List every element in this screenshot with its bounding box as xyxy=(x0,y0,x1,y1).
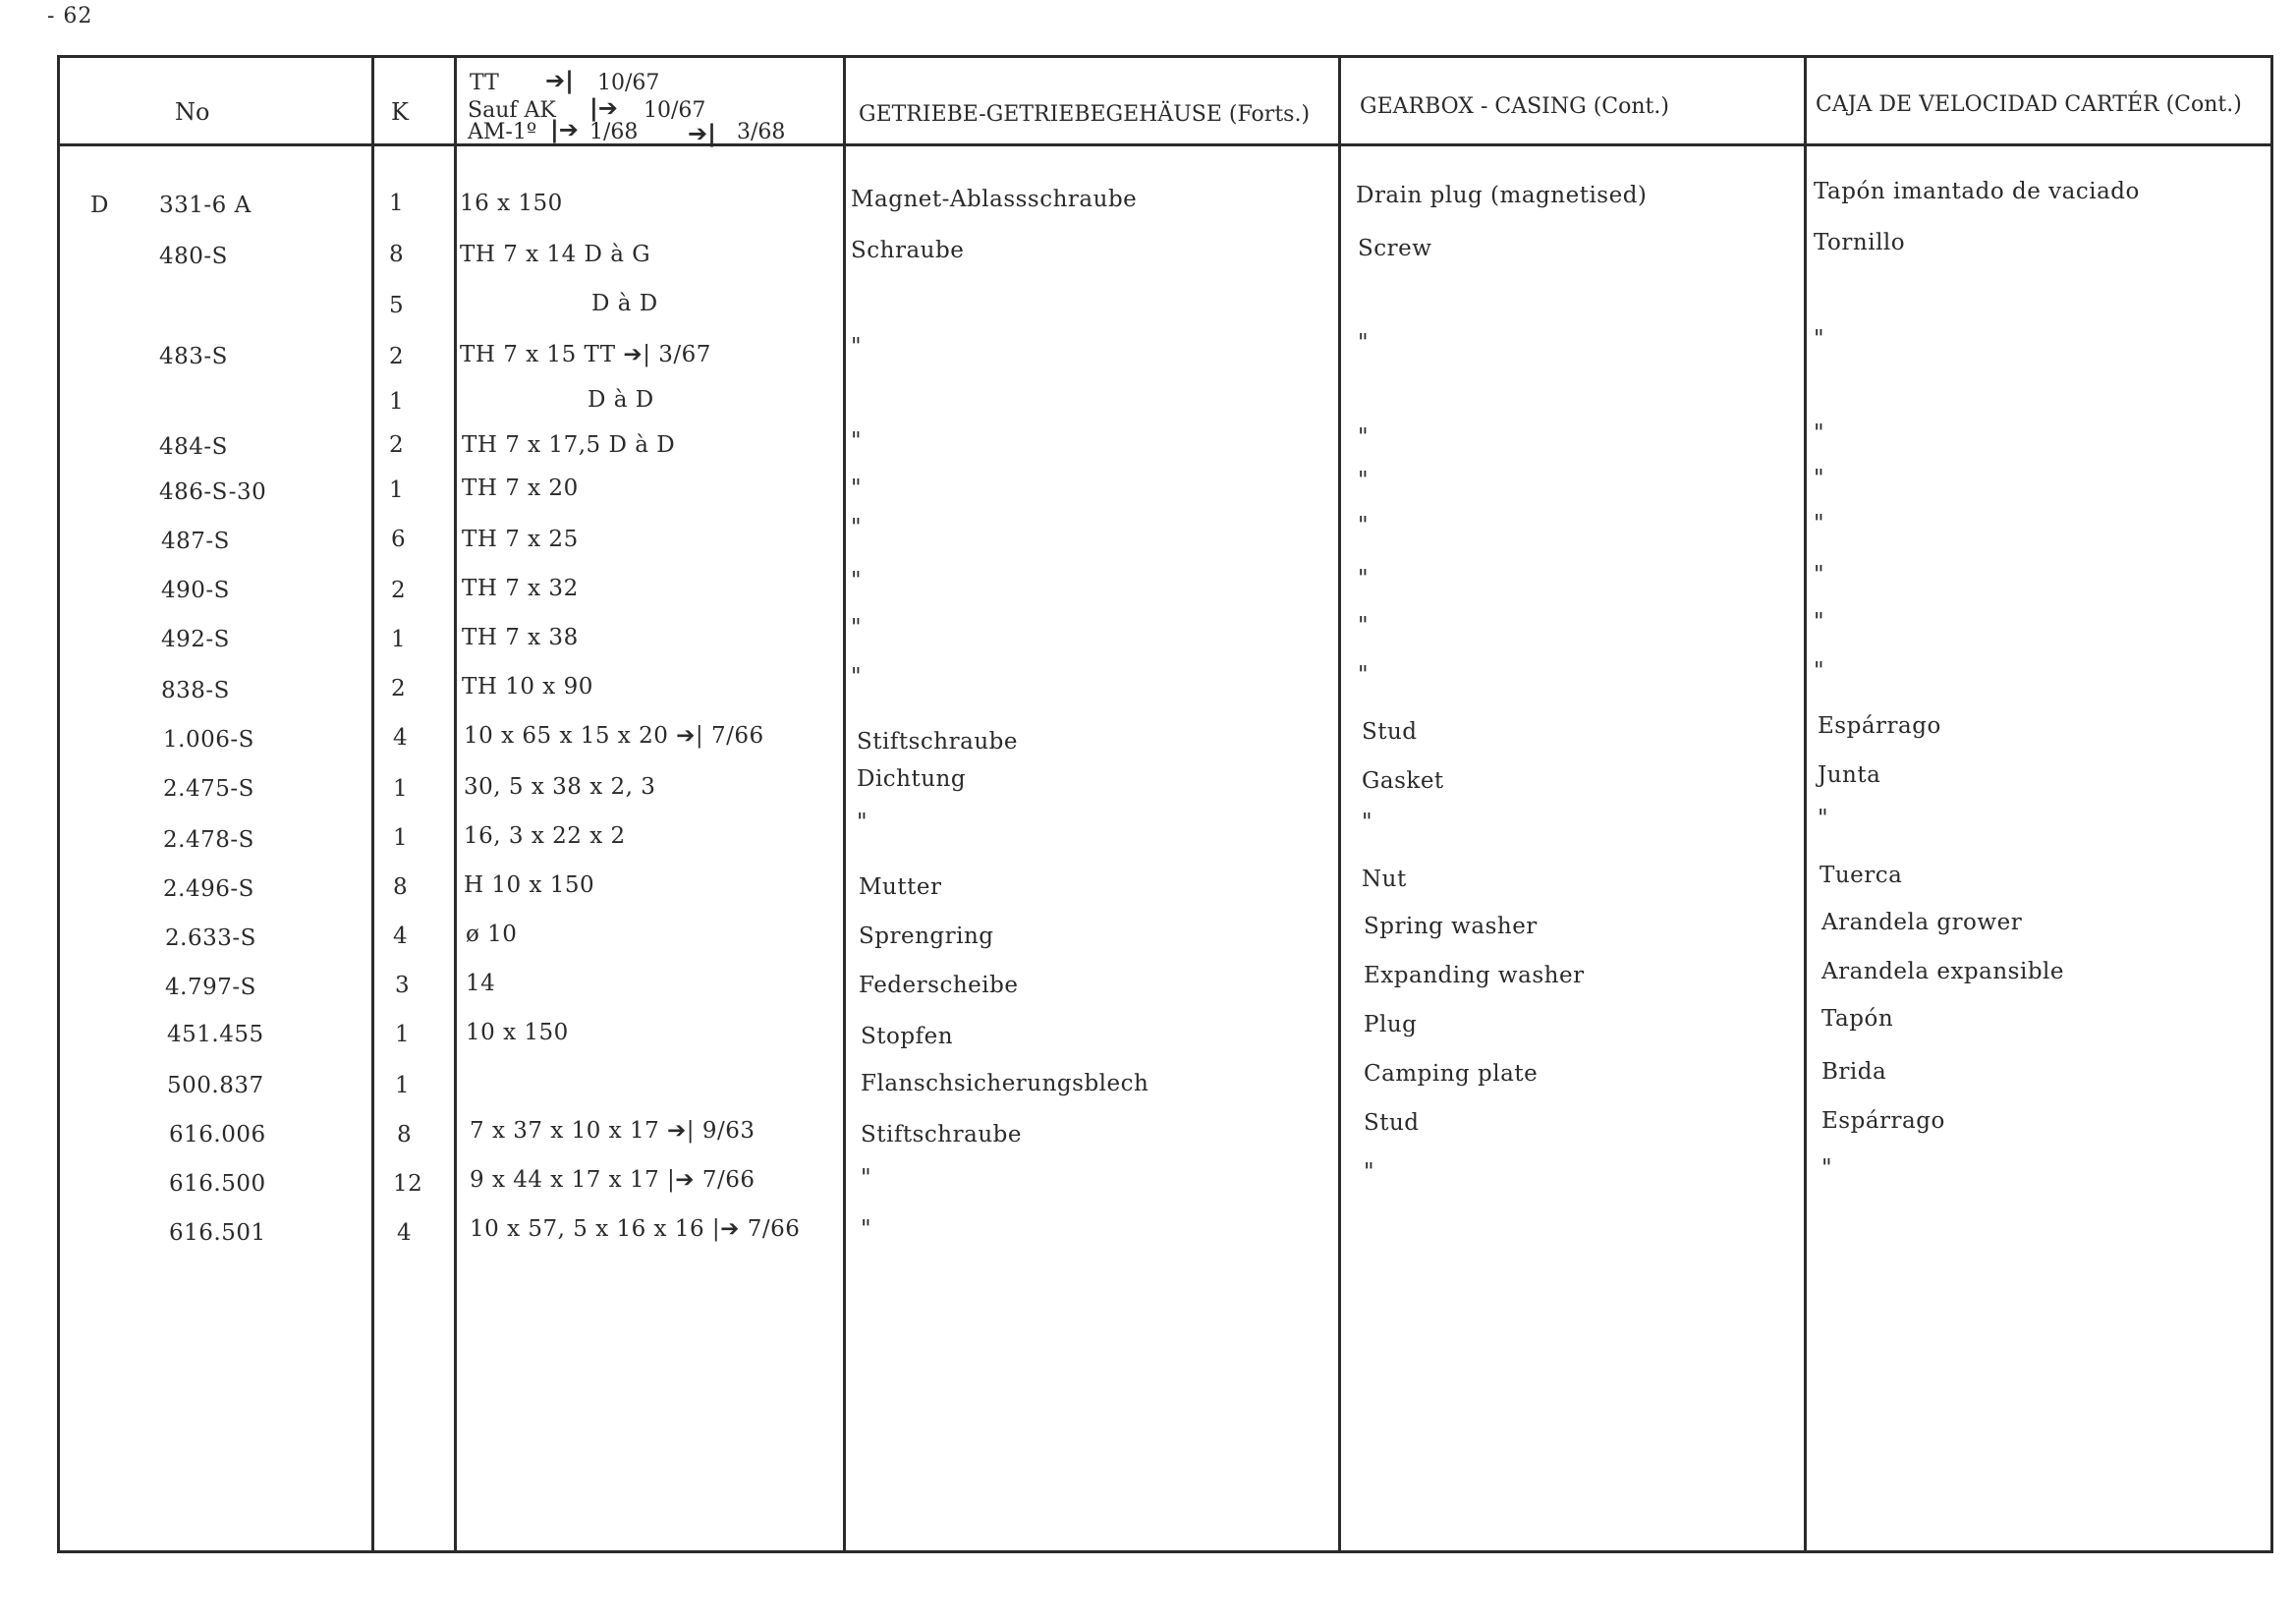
cell-qty: 1 xyxy=(395,1022,411,1047)
cell-part-no: 484-S xyxy=(159,434,228,460)
cell-qty: 4 xyxy=(397,1220,413,1246)
cell-dimensions: TH 7 x 14 D à G xyxy=(460,242,651,267)
page-number: - 62 xyxy=(47,4,93,28)
column-divider-k-dim xyxy=(454,55,457,1553)
column-divider-en-es xyxy=(1804,55,1807,1553)
arrow-stop-icon: ➔| xyxy=(688,120,716,147)
cell-dimensions: 16 x 150 xyxy=(460,191,563,216)
cell-part-no: 2.475-S xyxy=(163,776,254,802)
cell-german: " xyxy=(851,428,863,454)
cell-english: " xyxy=(1364,1159,1375,1185)
cell-german: Stopfen xyxy=(861,1024,954,1049)
cell-english: " xyxy=(1358,424,1370,450)
cell-german: " xyxy=(851,615,863,641)
cell-dimensions: 9 x 44 x 17 x 17 |➔ 7/66 xyxy=(470,1167,756,1193)
cell-german: " xyxy=(861,1165,872,1191)
cell-english: " xyxy=(1358,613,1370,639)
cell-german: Flanschsicherungsblech xyxy=(861,1071,1149,1096)
cell-spanish: Tapón xyxy=(1821,1006,1894,1032)
cell-part-no: 480-S xyxy=(159,244,228,269)
cell-qty: 1 xyxy=(395,1073,411,1098)
cell-english: Stud xyxy=(1364,1110,1420,1136)
cell-german: Stiftschraube xyxy=(857,729,1018,755)
cell-part-no: 616.006 xyxy=(169,1122,266,1148)
cell-dimensions: D à D xyxy=(588,387,654,413)
header-spanish: CAJA DE VELOCIDAD CARTÉR (Cont.) xyxy=(1816,92,2242,117)
cell-part-no: 483-S xyxy=(159,344,228,369)
cell-qty: 1 xyxy=(393,825,409,851)
cell-qty: 2 xyxy=(391,676,407,701)
arrow-start-icon: |➔ xyxy=(550,116,579,143)
group-letter: D xyxy=(90,193,109,218)
header-no: No xyxy=(175,98,210,126)
cell-english: Expanding washer xyxy=(1364,963,1585,988)
cell-english: Stud xyxy=(1362,719,1418,745)
cell-qty: 4 xyxy=(393,924,409,949)
arrow-start-icon: |➔ xyxy=(589,94,618,122)
cell-dimensions: TH 10 x 90 xyxy=(462,674,593,700)
cell-dimensions: TH 7 x 15 TT ➔| 3/67 xyxy=(460,342,711,367)
cell-spanish: " xyxy=(1814,420,1825,446)
cell-qty: 2 xyxy=(391,578,407,603)
header-k: K xyxy=(391,98,409,126)
cell-qty: 5 xyxy=(389,293,405,318)
cell-english: " xyxy=(1358,330,1370,356)
cell-part-no: 486-S-30 xyxy=(159,479,267,505)
cell-german: " xyxy=(851,334,863,360)
cell-spanish: Brida xyxy=(1821,1059,1887,1085)
cell-part-no: 500.837 xyxy=(167,1073,264,1098)
cell-dimensions: TH 7 x 17,5 D à D xyxy=(462,432,676,458)
cell-german: " xyxy=(851,664,863,690)
cell-spanish: Junta xyxy=(1818,762,1881,788)
cell-qty: 8 xyxy=(389,242,405,267)
variant-am-label: AM-1º xyxy=(468,120,537,144)
cell-qty: 12 xyxy=(393,1171,423,1197)
cell-dimensions: 10 x 65 x 15 x 20 ➔| 7/66 xyxy=(464,723,764,749)
cell-qty: 8 xyxy=(393,874,409,900)
cell-german: Mutter xyxy=(859,874,942,900)
cell-english: Camping plate xyxy=(1364,1061,1539,1087)
cell-qty: 8 xyxy=(397,1122,413,1148)
cell-dimensions: 14 xyxy=(466,971,496,996)
header-english: GEARBOX - CASING (Cont.) xyxy=(1360,94,1669,119)
cell-dimensions: 10 x 57, 5 x 16 x 16 |➔ 7/66 xyxy=(470,1216,801,1242)
cell-german: " xyxy=(851,515,863,540)
cell-dimensions: TH 7 x 38 xyxy=(462,625,579,650)
cell-english: Plug xyxy=(1364,1012,1418,1037)
cell-spanish: " xyxy=(1814,609,1825,635)
column-divider-dim-de xyxy=(843,55,846,1553)
cell-part-no: 487-S xyxy=(161,529,230,554)
cell-dimensions: ø 10 xyxy=(466,922,518,947)
cell-spanish: Arandela expansible xyxy=(1821,959,2065,984)
cell-part-no: 492-S xyxy=(161,627,230,652)
cell-dimensions: TH 7 x 20 xyxy=(462,476,579,501)
cell-german: " xyxy=(861,1216,872,1242)
cell-part-no: 616.500 xyxy=(169,1171,266,1197)
cell-english: Nut xyxy=(1362,867,1407,892)
cell-qty: 6 xyxy=(391,527,407,552)
cell-english: " xyxy=(1358,468,1370,493)
cell-qty: 1 xyxy=(389,477,405,503)
column-divider-no-k xyxy=(371,55,374,1553)
variant-tt-label: TT xyxy=(470,71,499,95)
cell-qty: 4 xyxy=(393,725,409,751)
cell-qty: 2 xyxy=(389,344,405,369)
cell-spanish: " xyxy=(1814,511,1825,536)
cell-part-no: 616.501 xyxy=(169,1220,266,1246)
cell-part-no: 331-6 A xyxy=(159,193,252,218)
header-german: GETRIEBE-GETRIEBEGEHÄUSE (Forts.) xyxy=(859,102,1311,127)
cell-part-no: 2.496-S xyxy=(163,876,254,902)
cell-german: Magnet-Ablassschraube xyxy=(851,187,1138,212)
cell-part-no: 2.633-S xyxy=(165,925,256,951)
cell-spanish: " xyxy=(1814,466,1825,491)
cell-english: " xyxy=(1362,810,1373,835)
cell-german: Federscheibe xyxy=(859,973,1019,998)
cell-german: Sprengring xyxy=(859,924,994,949)
cell-part-no: 490-S xyxy=(161,578,230,603)
cell-spanish: Arandela grower xyxy=(1821,910,2023,935)
cell-german: " xyxy=(851,476,863,501)
cell-part-no: 451.455 xyxy=(167,1022,264,1047)
cell-spanish: " xyxy=(1814,658,1825,684)
cell-german: Schraube xyxy=(851,238,965,263)
variant-am-date: 1/68 xyxy=(589,120,639,144)
variant-am-date-2: 3/68 xyxy=(737,120,786,144)
arrow-stop-icon: ➔| xyxy=(545,67,574,94)
cell-qty: 3 xyxy=(395,973,411,998)
cell-english: Screw xyxy=(1358,236,1432,261)
cell-part-no: 1.006-S xyxy=(163,727,254,753)
header-divider xyxy=(57,143,2273,146)
variant-sauf-date: 10/67 xyxy=(644,98,706,123)
cell-dimensions: 16, 3 x 22 x 2 xyxy=(464,823,626,849)
cell-dimensions: 10 x 150 xyxy=(466,1020,569,1045)
cell-dimensions: D à D xyxy=(591,291,658,316)
cell-dimensions: H 10 x 150 xyxy=(464,872,595,898)
variant-tt-date: 10/67 xyxy=(597,71,660,95)
cell-german: " xyxy=(857,810,868,835)
cell-part-no: 2.478-S xyxy=(163,827,254,853)
cell-spanish: Tapón imantado de vaciado xyxy=(1814,179,2140,204)
cell-spanish: Espárrago xyxy=(1821,1108,1945,1134)
cell-spanish: " xyxy=(1821,1155,1833,1181)
cell-spanish: " xyxy=(1814,562,1825,588)
cell-dimensions: TH 7 x 25 xyxy=(462,527,579,552)
cell-dimensions: 7 x 37 x 10 x 17 ➔| 9/63 xyxy=(470,1118,756,1144)
column-divider-de-en xyxy=(1338,55,1341,1553)
cell-qty: 1 xyxy=(389,191,405,216)
cell-dimensions: TH 7 x 32 xyxy=(462,576,579,601)
cell-part-no: 4.797-S xyxy=(165,975,256,1000)
cell-english: " xyxy=(1358,566,1370,591)
cell-qty: 2 xyxy=(389,432,405,458)
cell-spanish: " xyxy=(1818,806,1829,831)
cell-english: " xyxy=(1358,662,1370,688)
variant-sauf-label: Sauf AK xyxy=(468,98,556,123)
cell-spanish: Tornillo xyxy=(1814,230,1906,255)
cell-english: Spring washer xyxy=(1364,914,1538,939)
cell-german: Dichtung xyxy=(857,766,967,792)
cell-english: Drain plug (magnetised) xyxy=(1356,183,1648,208)
cell-spanish: " xyxy=(1814,326,1825,352)
cell-spanish: Espárrago xyxy=(1818,713,1941,739)
cell-dimensions: 30, 5 x 38 x 2, 3 xyxy=(464,774,656,800)
cell-qty: 1 xyxy=(389,389,405,415)
cell-german: Stiftschraube xyxy=(861,1122,1022,1148)
cell-qty: 1 xyxy=(391,627,407,652)
cell-english: Gasket xyxy=(1362,768,1444,794)
cell-part-no: 838-S xyxy=(161,678,230,703)
cell-qty: 1 xyxy=(393,776,409,802)
cell-spanish: Tuerca xyxy=(1820,863,1903,888)
parts-table-frame xyxy=(57,55,2273,1553)
cell-english: " xyxy=(1358,513,1370,538)
cell-german: " xyxy=(851,568,863,593)
